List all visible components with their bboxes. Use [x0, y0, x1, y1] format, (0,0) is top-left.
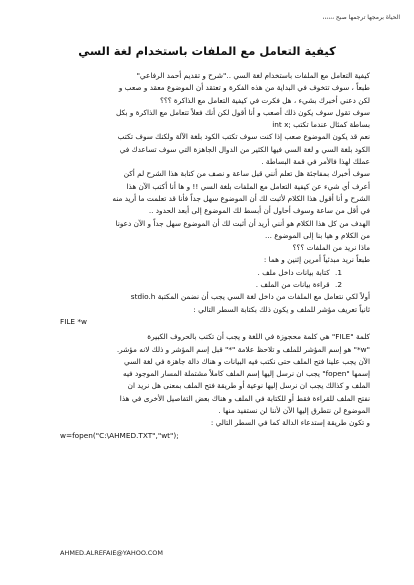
paragraph-line: طبعاً نريد مبدئياً أمرين إثنين و هما :	[263, 255, 370, 265]
paragraph-line: طبعاً ، سوف تتخوف في البداية من هذه الفكرة و تعتقد أن الموضوع معقد و صعب و	[118, 83, 370, 93]
paragraph-line: بساطة كمثال عندما تكتب ;int x	[272, 120, 370, 130]
list-item-text: قراءة بيانات من الملف .	[255, 280, 330, 290]
paragraph-line: سوف أخبرك بمفاجئة هل تعلم أنني قبل ساعة و نصف من كتابة هذا الشرح لم أكن	[123, 169, 370, 179]
paragraph-line: نفتح الملف للقراءة فقط أو للكتابة في الملف و هناك بعض التفاصيل الأخرى في هذا	[119, 393, 370, 403]
paragraph-line: الملف و كذالك يجب ان نرسل إليها نوعية أو طريقة فتح الملف بمعنى هل نريد ان	[127, 381, 370, 391]
code-line: w=fopen("C:\AHMED.TXT","wt");	[60, 430, 179, 440]
paragraph-line: ثانياً تعريف مؤشر للملف و يكون ذلك بكتابة السطر التالي :	[193, 304, 370, 314]
paragraph-line: الهدف من كل هذا الكلام هو أنني أريد أن أثبت لك أن الموضوع سهل جداً و الآن دعونا	[115, 218, 370, 228]
paragraph-line: كيفية التعامل مع الملفات باستخدام لغة السي .."شرح و تقديم أحمد الرفاعي"	[136, 71, 370, 80]
paragraph-line: أعرف أي شيء عن كيفية التعامل مع الملفات بلغة السي !! و ها أنا أكتب الآن هذا	[126, 181, 370, 191]
paragraph-line: "w*" هو إسم المؤشر للملف و تلاحظ علامة "*" قبل إسم المؤشر و ذلك لانه مؤشر.	[116, 344, 370, 354]
document-body	[60, 70, 370, 442]
list-item-text: كتابة بيانات داخل ملف .	[257, 267, 330, 277]
code-line: FILE *w	[60, 316, 87, 326]
list-number: 1.	[335, 267, 342, 277]
paragraph-line: في أقل من ساعة وسوف أحاول أن أبسط لك الموضوع إلى أبعد الحدود ..	[148, 206, 370, 216]
list-item	[60, 267, 370, 279]
paragraph-line: ماذا نريد من الملفات ؟؟؟	[292, 243, 370, 253]
page-title: كيفية التعامل مع الملفات باستخدام لغة السي	[78, 44, 336, 58]
footer-email: AHMED.ALREFAIE@YAHOO.COM	[60, 549, 164, 557]
paragraph-line: الشرح و أنا أقول هذا الكلام لأثبت لك أن الموضوع سهل جداً فأنا قد تعلمت ما أريد منه	[112, 193, 370, 203]
paragraph-line: لكن دعني أخبرك بشيء ، هل فكرت في كيفية التعامل مع الذاكرة ؟؟؟	[159, 95, 370, 105]
paragraph-line: أولاً لكي نتعامل مع الملفات من داخل لغة السي يجب أن نضمن المكتبة stdio.h	[130, 292, 370, 302]
paragraph-line: نعم قد يكون الموضوع صعب إذا كنت سوف تكتب الكود بلغة الآلة ولكنك سوف تكتب	[117, 132, 370, 142]
paragraph-line: الآن يجب علينا فتح الملف حتى نكتب فيه البيانات و هناك دالة جاهزة في لغة السي	[123, 356, 370, 366]
paragraph-line: الكود بلغة السي و لغة السي فيها الكثير من الدوال الجاهزة التي سوف تساعدك في	[119, 144, 370, 154]
paragraph-line: كلمة "FILE" هي كلمة محجوزة في اللغة و يجب أن تكتب بالحروف الكبيرة	[147, 332, 370, 342]
paragraph-line: الموضوع لن نتطرق إليها الآن لأننا لن نستفيد منها .	[218, 406, 370, 416]
paragraph-line: سوف تقول سوف يكون ذلك أصعب و أنا أقول لكن أنك فعلاً تتعامل مع الذاكرة و بكل	[115, 107, 370, 117]
page-header: الحياة برمجها ترجمها صبح ،،،،،،	[322, 14, 400, 21]
paragraph-line: إسمها "fopen" يجب ان نرسل إليها إسم الملف كاملاً مشتملة المسار الموجود فيه	[123, 369, 370, 379]
paragraph-line: عملك لهذا فالأمر في قمة البساطة .	[261, 157, 370, 167]
list-item	[60, 279, 370, 291]
numbered-list	[60, 267, 370, 292]
list-number: 2.	[335, 280, 342, 290]
paragraph-line: من الكلام و هيا بنا إلى الموضوع ...	[265, 230, 370, 240]
paragraph-line: و تكون طريقة إستدعاء الدالة كما في السطر التالي :	[210, 418, 370, 428]
